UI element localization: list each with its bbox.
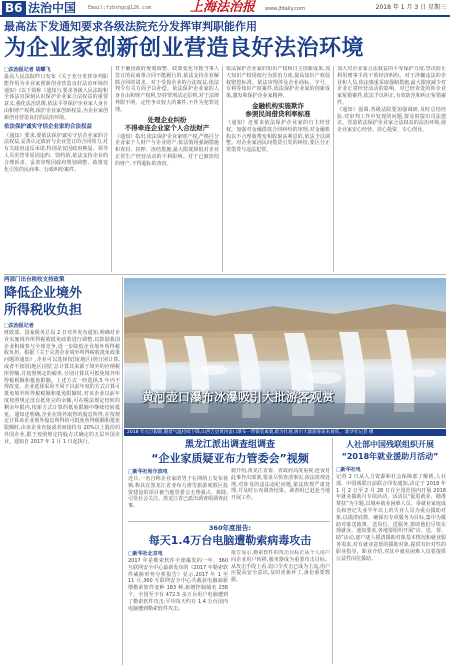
- lead-col3b-text: 《通知》还要求依法保护企业家的自主经营权。加强对金融借款合同纠纷的审理,对金融机构以不合理收费变相收取高利息的,依法予以调整。对企业家因民间借贷引发的纠纷,要区分正常借贷与违法犯罪。: [226, 119, 330, 154]
- photo-title: 黄河壶口瀑布冰瀑吸引大批游客观赏: [142, 390, 335, 404]
- section-divider: [4, 274, 446, 275]
- hlj-text-2: 据介绍,黄龙江省委、省政府高度重视,连夜对此事作出部署,要求尽快查清事实,依法依规处理,对涉及的违法违纪问题,依法依规严肃处理,并及时公布调查结果。调查组已赶赴当地开展工作。: [231, 468, 330, 502]
- tax-byline: □法治报记者: [4, 323, 34, 329]
- lead-column-1: [4, 66, 108, 272]
- hlj-byline: □新华社哈尔滨电: [128, 469, 168, 475]
- hlj-kicker: 黑龙江派出调查组调查: [184, 440, 275, 450]
- employment-text: 记者 2 日从人力资源和社会保障部了解到,人社部、中国残联日前联合印发通知,决定于 2018 年 1 月 2 日至 2 月 28 日在全国范围内开展 2018 年就业援助月专项活动。活动以“促进就业、精准帮扶”为主题,以城乡就业困难人员、零就业家庭成员和登记失业半年以上的失业人员为重点援助对象,以摸清底数、确保有专项服务为目标,集中为援助对象送政策、送岗位、送服务,帮助他们尽快实现就业。通知要求,各地要组织开展“访、送、帮、助”活动,逐户逐人摸清援助对象基本情况和就业服务需求,对有就业意愿的援助对象,提供有针对性的职业指导、职业介绍,对其中就业困难人员要提供公益性岗位援助。: [336, 474, 446, 562]
- report-kicker: 360年度报告:: [208, 524, 252, 532]
- lead-col2-text: 对于确因政府规划调整、政策变化导致当事人签订的民商事合同不能履行的,依法支持企业解除合同的请求。对于受损企业的合法权益,依法判令有关方面予以补偿。依法保护企业家的人身自由和财产权利,坚持罪刑法定原则,对于法律界限不明、定性争议较大的案件,不作为犯罪处理。: [115, 66, 219, 113]
- report-column-2: [231, 550, 330, 664]
- tax-body: [4, 322, 120, 664]
- lead-subhead-2: 处理企业纠纷 不得牵连企业家个人合法财产: [124, 115, 210, 132]
- lead-subhead-3: 金融机构实施欺诈 参照民间借贷利率标准: [245, 101, 311, 118]
- divider: [122, 277, 123, 665]
- section-name: 法治中国: [28, 1, 77, 15]
- website-link[interactable]: www.jfdaily.com: [265, 6, 306, 12]
- editor-email[interactable]: Email:fzbshgc@126.com: [88, 5, 152, 11]
- report-headline: 每天1.4万台电脑遭勒索病毒攻击: [148, 534, 312, 547]
- lead-col2b-text: 《通知》指出,依法保护企业家财产权,严格区分企业家个人财产与企业财产,依法慎用强制措施和查封、扣押、冻结措施,最大限度降低对企业正常生产经营活动的不利影响。对于已被冻结的财产,不得超标的查封。: [115, 133, 219, 167]
- lead-headline: 为企业家创新创业营造良好法治环境: [4, 36, 365, 61]
- employment-body: [336, 466, 446, 664]
- report-byline: □新华社北京电: [128, 551, 163, 557]
- tax-text: 财政部、国家税务总局 2 日对外发布通知,明确对企业实施境外所得税收抵免政策进行调整,以鼓励我国企业积极参与全球竞争,进一步降低企业境外所得税收负担。根据《关于完善企业境外所得税收抵免政策问题的通知》,企业可以选择按国(地区)别分别计算,或者不按国(地区)别汇总计算其来源于境外的应纳税所得额,并按照规定的税率,分别计算其可抵免境外所得税税额和抵免限额。上述方式一经选择,5 年内不得改变。企业选择采用不同于以前年度的方式计算可抵免境外所得税税额和抵免限额时,对该企业以前年度按照规定没有抵免完的余额,可在税法规定结转的剩余年限内,按新方式计算的抵免限额中继续结转抵免。通知还明确,企业在境外取得的股息所得,在按规定计算该企业境外股息所得的可抵免所得税额和抵免限额时,由该企业直接或者间接持有 20%以上股份的外国企业,限于按照规定持股方式确定的五层外国企业。通知自 2017 年 1 月 1 日起执行。: [4, 330, 120, 445]
- page-number: B6: [2, 1, 26, 15]
- employment-headline: “2018年就业援助月活动”: [341, 452, 439, 461]
- hlj-column-2: [231, 468, 330, 520]
- lead-col4b-text: 《通知》强调,各级法院要加强调研,及时总结经验,对审判工作中发现的问题,要及时提出司法建议。营造依法保护企业家合法权益的法治环境,使企业家安心经营、放心投资、专心创业。: [337, 106, 446, 134]
- lead-byline: □法治报记者 胡蝶飞: [4, 67, 51, 73]
- page-header: [0, 0, 450, 17]
- photo-caption: 2018 年元旦假期,随着气温持续下降,山西吉县黄河壶口瀑布一带银装素裹,蔚为壮观,吸引大量游客前来观赏。 新华社记者 摄: [124, 429, 446, 436]
- tax-kicker: 两部门出台税收支持政策: [4, 277, 65, 283]
- hlj-headline: “企业家质疑亚布力管委会”视频: [151, 452, 309, 465]
- lead-subhead-1: 依法保护诚实守信企业家的合法权益: [4, 123, 93, 130]
- divider: [222, 66, 223, 272]
- employment-kicker: 人社部中国残联组织开展: [346, 440, 434, 449]
- tax-headline: 降低企业境外 所得税收负担: [4, 286, 83, 318]
- issue-date: 2018 年 1 月 3 日 星期三: [375, 4, 446, 11]
- section-divider: [128, 521, 330, 522]
- divider: [332, 438, 333, 664]
- paper-logo: 上海法治报: [190, 0, 256, 15]
- ice-waterfall-image: [124, 278, 446, 428]
- lead-column-4: [337, 66, 446, 272]
- lead-column-2: [115, 66, 219, 272]
- lead-col1b-text: 《通知》要求,要依法保护诚实守信企业家的合法权益,妥善认定政府与企业签订的合同效力,对有关政府违反承诺,特别是仅因政府换届、领导人员更替等原因违约、毁约的,依法支持企业的合理诉求。妥善审理因政府规划调整、政策变化引发的民商事、行政纠纷案件。: [4, 132, 108, 173]
- divider: [333, 66, 334, 272]
- waterfall-photo: [124, 278, 446, 428]
- report-column-1: [128, 550, 228, 664]
- hlj-text-1: 近日,一名自称企业家的男子在网络上发布视频,称其在黑龙江省亚布力滑雪旅游度假区投资建设的项目被当地管委会无理强占、拆除,引发社会关注。黑龙江省已派出调查组调查此事。: [128, 476, 228, 510]
- hlj-column-1: [128, 468, 228, 520]
- divider: [111, 66, 112, 272]
- lead-column-3: [226, 66, 330, 272]
- lead-col1-text: 最高人民法院昨日发布《关于充分发挥审判职能作用为企业家创新创业营造良好法治环境的通知》(以下简称《通知》),要求各级人民法院和全体法官深刻认识保护企业家合法权益的重要意义,强化法治思维,依法平等保护企业家人身自由和财产权利,保护企业家创新权益,为企业家创新创业营造良好的法治环境。: [4, 74, 108, 121]
- lead-kicker: 最高法下发通知要求各级法院充分发挥审判职能作用: [4, 20, 257, 33]
- report-text-2: 报告显示,勒索软件的攻击目标正从个人用户向企业用户转移,服务器成为重要攻击目标。从攻击手段上看,弱口令攻击已成为主流,用户应提高安全意识,及时更新补丁,备份重要数据。: [231, 550, 330, 584]
- lead-col4-text: 加大对企业家合法权益的平等保护力度,坚决防止利用刑事手段干预经济纠纷。对于涉嫌违法的企业和人员,依法慎重采取强制措施,最大限度减少对企业正常经营活动的影响。对已经查处的涉企业家冤错案件,依法予以纠正,有效防范和纠正冤错案件。: [337, 66, 446, 106]
- report-text-1: 2017 年是勒索软件全球爆发的一年。360 互联网安全中心最新发布的《2017 年勒索软件威胁形势分析报告》显示,2017 年 1 至 11 月,360 互联网安全中心共截获电脑端新增勒索软件变种 183 种,新增控制域名 238 个。全国至少有 472.5 多万台用户电脑遭到了勒索软件攻击,平均每天约有 1.4 万台国内电脑遭到勒索软件攻击。: [128, 558, 228, 612]
- employment-byline: □新华社电: [336, 467, 361, 473]
- lead-col3-text: 依法保护企业家的知识产权和自主创新成果,加大知识产权侵权行为惩治力度,提高知识产权侵权赔偿标准。依法审理涉及企业商标、字号、专利等知识产权案件,依法保护企业家的创新成果,激发和保护企业家精神。: [226, 66, 330, 100]
